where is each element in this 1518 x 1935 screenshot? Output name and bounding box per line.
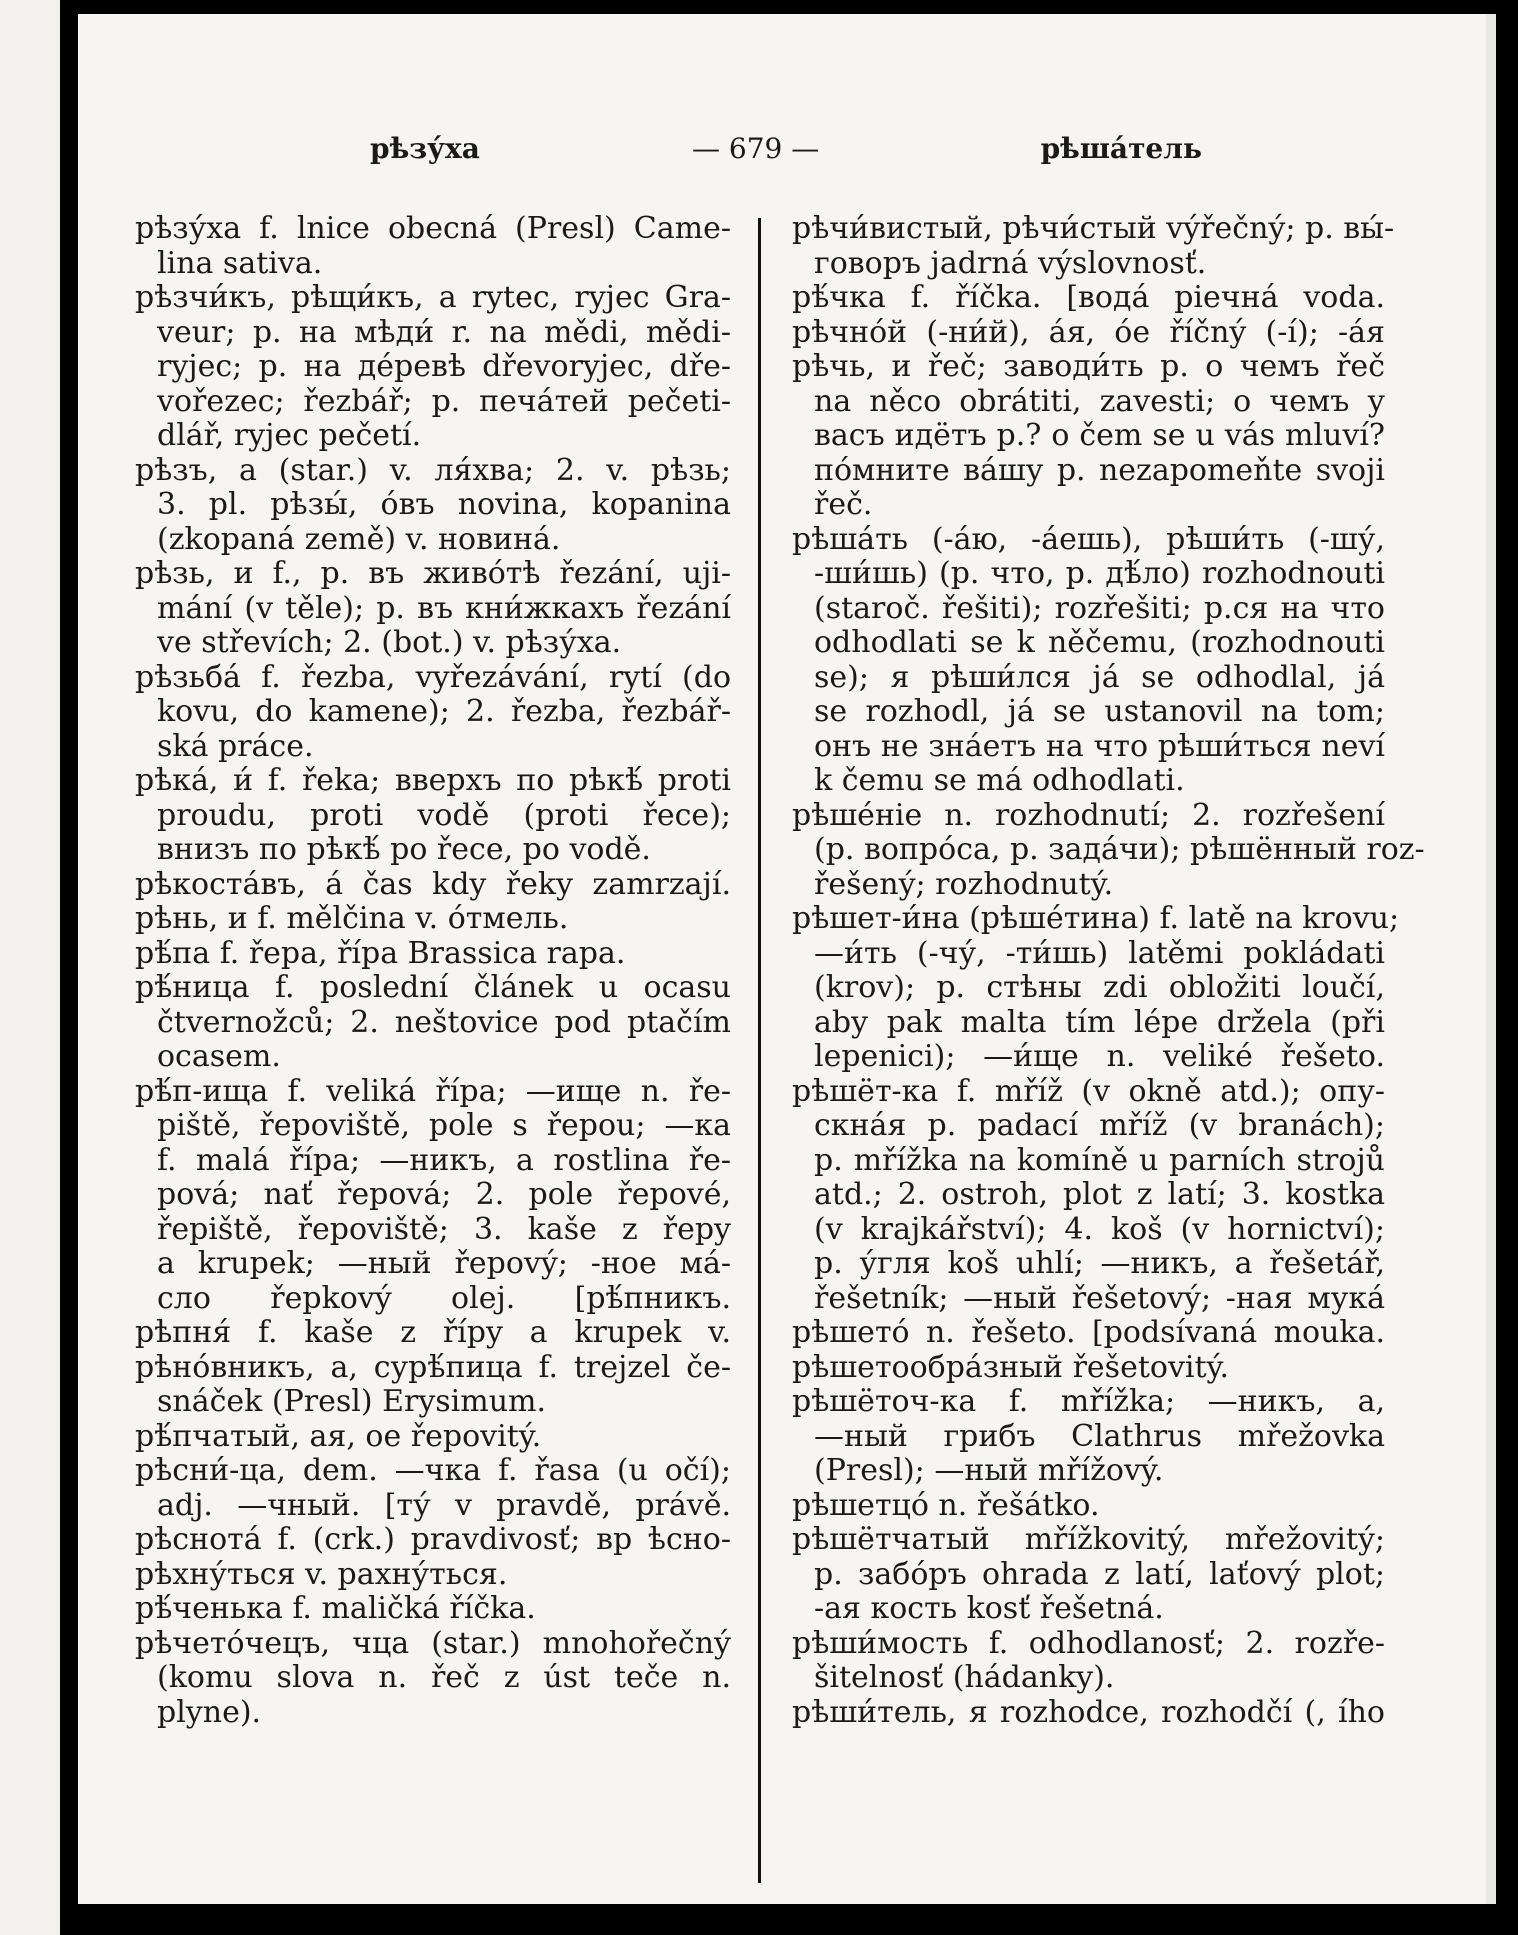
entry-headword-line: рѣно́вникъ, a, сурѣ́пица f. trejzel če-	[135, 1349, 731, 1385]
entry-continuation-line: (Presl); —ный mřížový.	[814, 1453, 1164, 1488]
running-header	[282, 132, 1202, 172]
entry-continuation-line: snáček (Presl) Erysimum.	[157, 1384, 547, 1419]
entry-headword-line: рѣшёт-ка f. mříž (v okně atd.); опу-	[792, 1073, 1385, 1109]
entry-continuation-line: -ая кость kosť řešetná.	[814, 1591, 1164, 1626]
entry-continuation-line: veur; p. на мѣди́ r. na mědi, mědi-	[157, 314, 731, 350]
entry-continuation-line: внизъ по рѣкѣ́ po řece, po vodě.	[157, 832, 651, 867]
entry-continuation-line: řešený; rozhodnutý.	[814, 866, 1114, 902]
entry-continuation-line: šitelnosť (hádanky).	[814, 1660, 1115, 1695]
entry-headword-line: рѣ́чка f. říčka. [вода́ ріечна́ voda.	[792, 280, 1385, 315]
entry-headword-line: рѣшётчатый mřížkovitý, mřežovitý;	[792, 1522, 1385, 1557]
entry-continuation-line: ryjec; p. на де́ревѣ dřevoryjec, dře-	[157, 349, 731, 384]
entry-continuation-line: —и́ть (-чу́, -ти́шь) latěmi pokládati	[814, 935, 1385, 971]
entry-continuation-line: mání (v těle); p. въ кни́жкахъ řezání	[157, 590, 731, 626]
entry-continuation-line: васъ идётъ p.? o čem se u vás mluví?	[814, 418, 1385, 453]
entry-continuation-line: řešetník; —ный řešetový; -ная мука́	[814, 1280, 1385, 1316]
entry-headword-line: рѣхну́ться v. рахну́ться.	[135, 1556, 508, 1592]
entry-headword-line: рѣчь, и řeč; заводи́ть p. о чемъ řeč	[792, 349, 1385, 384]
entry-continuation-line: k čemu se má odhodlati.	[814, 763, 1185, 798]
entry-continuation-line: čtvernožců; 2. neštovice pod ptačím	[157, 1004, 731, 1040]
entry-headword-line: рѣзь, и f., p. въ живо́тѣ řezání, uji-	[135, 556, 731, 591]
entry-continuation-line: p. у́гля koš uhlí; —никъ, a řešetář,	[814, 1246, 1385, 1281]
entry-headword-line: рѣснота́ f. (crk.) pravdivosť; вр ѣсно-	[135, 1522, 731, 1557]
entry-continuation-line: atd.; 2. ostroh, plot z latí; 3. kostka	[814, 1177, 1385, 1212]
left-column	[135, 212, 731, 1730]
page-edge-strip	[1486, 14, 1496, 1904]
entry-continuation-line: řepiště, řepoviště; 3. kaše z řepy	[157, 1211, 731, 1247]
entry-continuation-line: (zkopaná země) v. новина́.	[157, 521, 561, 557]
entry-continuation-line: скна́я p. padací mříž (v branách);	[814, 1108, 1385, 1143]
entry-continuation-line: говоръ jadrná výslovnosť.	[814, 245, 1207, 281]
entry-headword-line: рѣпня́ f. kaše z řípy a krupek v.	[135, 1315, 731, 1350]
entry-continuation-line: ve střevích; 2. (bot.) v. рѣзу́ха.	[157, 625, 622, 660]
entry-headword-line: рѣчно́й (-ни́й), а́я, о́е říčný (-í); -а́я	[792, 314, 1385, 350]
entry-continuation-line: f. malá řípa; —никъ, a rostlina ře-	[157, 1142, 731, 1178]
entry-continuation-line: (staroč. řešiti); rozřešiti; p.ся на что	[814, 590, 1385, 626]
entry-headword-line: рѣ́ница f. poslední článek u ocasu	[135, 970, 731, 1005]
book-gutter	[60, 0, 78, 1935]
entry-continuation-line: p. забо́ръ ohrada z latí, laťový plot;	[814, 1556, 1385, 1592]
entry-continuation-line: proudu, proti vodě (proti řece);	[157, 797, 731, 833]
entry-continuation-line: pová; nať řepová; 2. pole řepové,	[157, 1177, 731, 1212]
entry-continuation-line: řeč.	[814, 487, 873, 522]
entry-headword-line: рѣзу́ха f. lnice obecná (Presl) Came-	[135, 211, 731, 246]
entry-continuation-line: piště, řepoviště, pole s řepou; —ка	[157, 1108, 731, 1143]
entry-continuation-line: lina sativa.	[157, 245, 323, 281]
entry-continuation-line: se rozhodl, já se ustanovil na tom;	[814, 694, 1385, 729]
entry-continuation-line: kovu, do kamene); 2. řezba, řezbář-	[157, 694, 731, 729]
entry-headword-line: рѣши́тель, я rozhodce, rozhodčí (, ího	[792, 1694, 1385, 1730]
entry-headword-line: рѣ́па f. řepa, řípa Brassica rapa.	[135, 935, 626, 971]
entry-headword-line: рѣшёточ-ка f. mřížka; —никъ, a,	[792, 1384, 1385, 1419]
entry-headword-line: рѣшетцо́ n. řešátko.	[792, 1487, 1100, 1523]
entry-continuation-line: сло řepkový olej. [рѣ́пникъ.	[157, 1280, 731, 1316]
entry-headword-line: рѣзьба́ f. řezba, vyřezávání, rytí (do	[135, 659, 731, 695]
entry-continuation-line: dlář, ryjec pečetí.	[157, 418, 422, 453]
entry-continuation-line: a krupek; —ный řepový; -ное ма́-	[157, 1246, 731, 1281]
entry-headword-line: рѣшето́ n. řešeto. [podsívaná mouka.	[792, 1315, 1385, 1350]
header-right-guideword: рѣша́тель	[1040, 132, 1202, 165]
entry-continuation-line: p. mřížka na komíně u parních strojů	[814, 1142, 1385, 1178]
entry-headword-line: рѣсни́-ца, dem. —чка f. řasa (u očí);	[135, 1453, 731, 1488]
entry-continuation-line: vořezec; řezbář; p. печа́тей pečeti-	[157, 383, 731, 419]
entry-continuation-line: по́мните ва́шу p. nezapomeňte svoji	[814, 452, 1385, 488]
entry-continuation-line: lepenici); —и́ще n. veliké řešeto.	[814, 1039, 1385, 1074]
entry-continuation-line: odhodlati se k něčemu, (rozhodnouti	[814, 625, 1385, 660]
entry-continuation-line: se); я рѣши́лся já se odhodlal, já	[814, 659, 1385, 695]
page-number: — 679 —	[692, 132, 820, 165]
entry-continuation-line: na něco obrátiti, zavesti; о чемъ у	[814, 383, 1385, 419]
entry-continuation-line: adj. —чный. [ту́ v pravdě, právě.	[157, 1487, 731, 1523]
entry-headword-line: рѣка́, и́ f. řeka; вверхъ по рѣкѣ́ proti	[135, 763, 731, 798]
entry-continuation-line: онъ не зна́етъ на что рѣши́ться neví	[814, 728, 1385, 764]
entry-headword-line: рѣзчи́къ, рѣщи́къ, a rytec, ryjec Gra-	[135, 280, 731, 315]
entry-continuation-line: plyne).	[157, 1694, 262, 1730]
entry-continuation-line: 3. pl. рѣзы́, о́въ novina, kopanina	[157, 487, 731, 522]
entry-headword-line: рѣчи́вистый, рѣчи́стый výřečný; p. вы́-	[792, 211, 1395, 246]
entry-continuation-line: ská práce.	[157, 728, 314, 764]
entry-headword-line: рѣ́ченька f. maličká říčka.	[135, 1591, 536, 1626]
entry-headword-line: рѣши́мость f. odhodlanosť; 2. rozře-	[792, 1625, 1385, 1661]
entry-continuation-line: ocasem.	[157, 1039, 281, 1074]
entry-headword-line: рѣша́ть (-а́ю, -а́ешь), рѣши́ть (-шу́,	[792, 521, 1385, 557]
entry-headword-line: рѣзъ, a (star.) v. ля́хва; 2. v. рѣзь;	[135, 452, 731, 488]
entry-continuation-line: (p. вопро́са, p. зада́чи); рѣшённый roz-	[814, 832, 1425, 867]
entry-headword-line: рѣ́п-ища f. veliká řípa; —ище n. ře-	[135, 1073, 731, 1109]
entry-headword-line: рѣ́пчатый, ая, ое řepovitý.	[135, 1418, 542, 1454]
entry-headword-line: рѣчето́чецъ, чца (star.) mnohořečný	[135, 1625, 731, 1661]
column-divider	[758, 218, 761, 1883]
entry-continuation-line: (krov); p. стѣны zdi obložiti loučí,	[814, 970, 1385, 1005]
entry-headword-line: рѣшетообра́зный řešetovitý.	[792, 1349, 1230, 1385]
entry-continuation-line: aby pak malta tím lépe držela (při	[814, 1004, 1385, 1040]
entry-continuation-line: (komu slova n. řeč z úst teče n.	[157, 1660, 731, 1695]
entry-continuation-line: (v krajkářství); 4. koš (v hornictví);	[814, 1211, 1385, 1247]
entry-headword-line: рѣкоста́въ, á čas kdy řeky zamrzají.	[135, 866, 731, 902]
adjacent-page-edge	[0, 0, 60, 1935]
entry-continuation-line: -ши́шь) (p. что, p. дѣ́ло) rozhodnouti	[814, 556, 1385, 591]
entry-continuation-line: —ный грибъ Clathrus mřežovka	[814, 1418, 1385, 1454]
header-left-guideword: рѣзу́ха	[370, 132, 480, 165]
entry-headword-line: рѣшет-и́на (рѣше́тина) f. latě na krovu;	[792, 901, 1400, 936]
entry-headword-line: рѣше́ніе n. rozhodnutí; 2. rozřešení	[792, 797, 1385, 833]
entry-headword-line: рѣнь, и f. mělčina v. о́тмель.	[135, 901, 569, 936]
right-column	[792, 211, 1425, 1730]
